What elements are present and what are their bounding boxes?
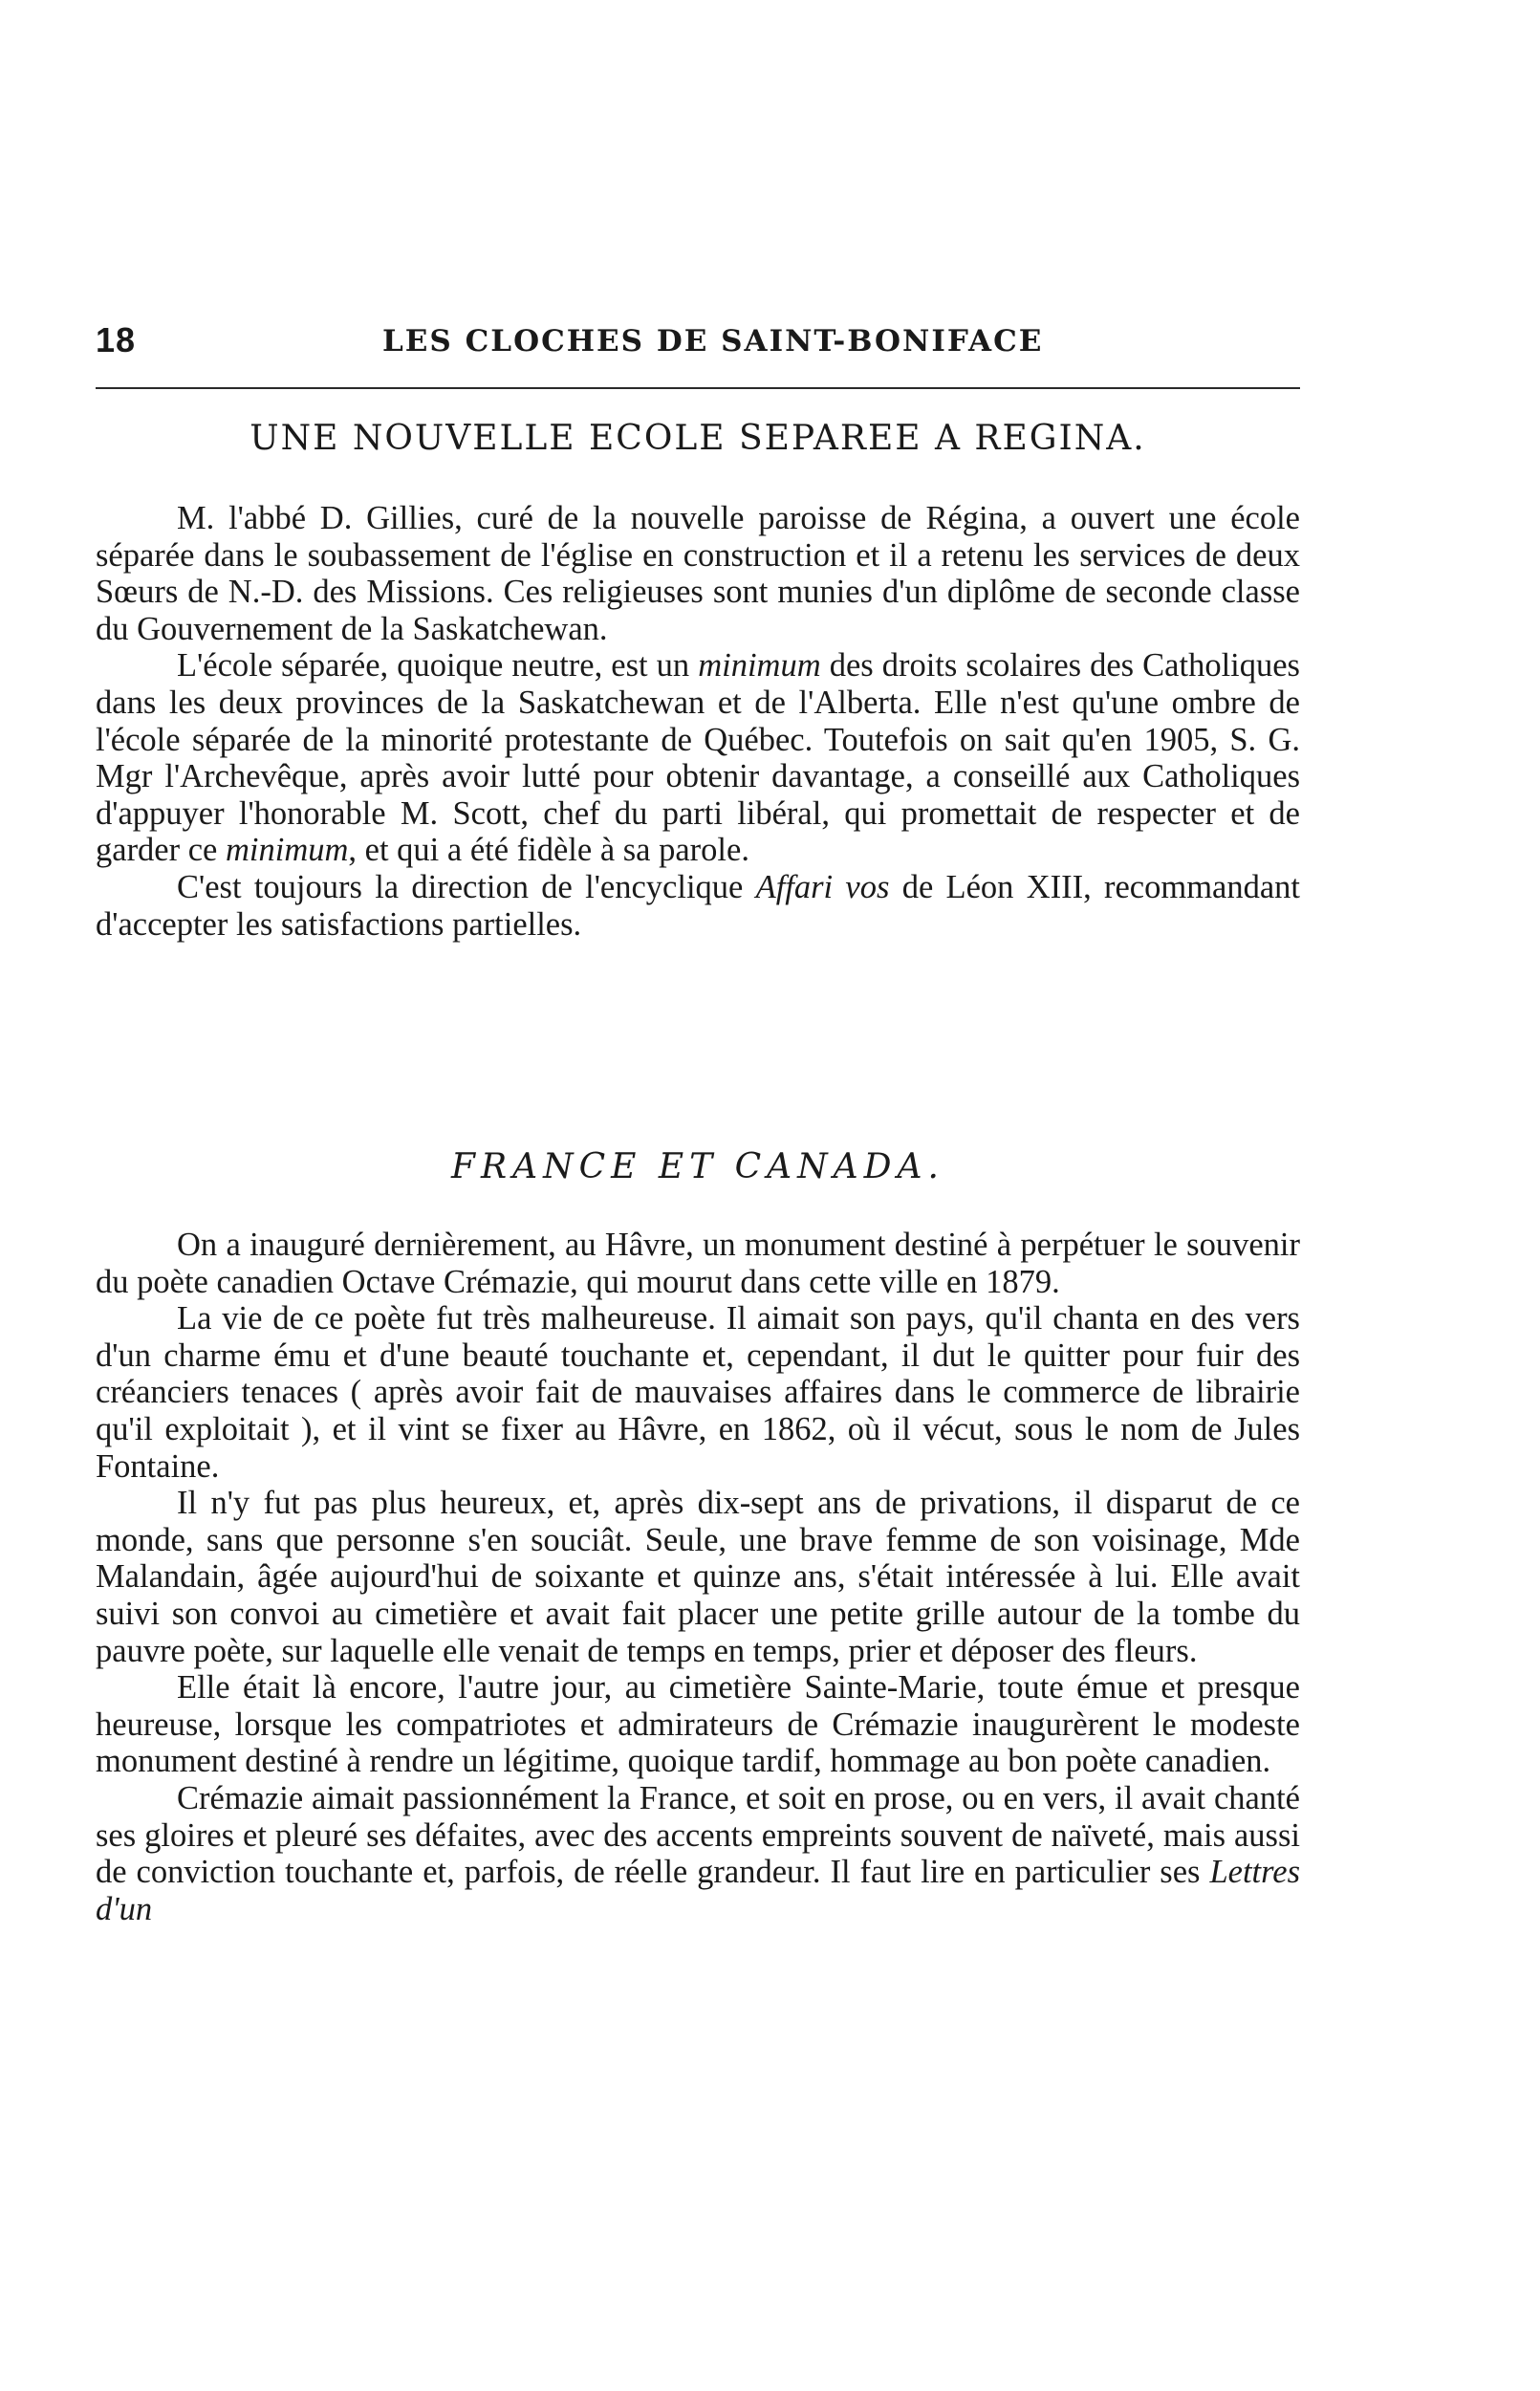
paragraph-text: C'est toujours la direction de l'encyclique — [177, 868, 756, 905]
paragraph-text: des droits scolaires des Catholiques dans les deux provinces de la Saskatchewan et de l'Alberta. Elle n'est qu'une ombre de l'école séparée de la minorité protestante de Québec. Toutefois on sait qu'en 1905, S. G. Mgr l'Archevêque, après avoir lutté pour obtenir davantage, a conseillé aux Catholiques d'appuyer l'honorable M. Scott, chef du parti libéral, qui promettait de respecter et de garder ce — [96, 647, 1300, 869]
paragraph — [96, 500, 1300, 647]
header-rule — [96, 387, 1300, 389]
paragraph-text: , et qui a été fidèle à sa parole. — [348, 832, 749, 869]
italic-term: minimum — [225, 832, 349, 869]
paragraph-text: L'école séparée, quoique neutre, est un — [177, 647, 699, 685]
paragraph — [96, 1780, 1300, 1927]
paragraph — [96, 1485, 1300, 1669]
paragraph-text: On a inauguré dernièrement, au Hâvre, un monument destiné à perpétuer le souvenir du poète canadien Octave Crémazie, qui mourut dans cette ville en 1879. — [96, 1227, 1300, 1300]
paragraph-text: Il n'y fut pas plus heureux, et, après dix-sept ans de privations, il disparut de ce monde, sans que personne s'en souciât. Seule, une brave femme de son voisinage, Mde Malandain, âgée aujourd'hui de soixante et quinze ans, s'était intéressée à lui. Elle avait suivi son convoi au cimetière et avait fait placer une petite grille autour de la tombe du pauvre poète, sur laquelle elle venait de temps en temps, prier et déposer des fleurs. — [96, 1485, 1300, 1669]
paragraph-text: de Léon XIII, recommandant d'accepter les satisfactions partielles. — [96, 868, 1300, 943]
paragraph — [96, 647, 1300, 869]
italic-term: minimum — [698, 647, 821, 685]
section-title-regina: UNE NOUVELLE ECOLE SEPAREE A REGINA. — [249, 419, 1146, 458]
italic-term: Affari vos — [755, 868, 890, 905]
paragraph-text: La vie de ce poète fut très malheureuse. Il aimait son pays, qu'il chanta en des vers d'un charme ému et d'une beauté touchante et, cependant, il dut le quitter pour fuir des créanciers tenaces ( après avoir fait de mauvaises affaires dans le commerce de librairie qu'il exploitait ), et il vint se fixer au Hâvre, en 1862, où il vécut, sous le nom de Jules Fontaine. — [96, 1300, 1300, 1485]
page-number: 18 — [96, 320, 137, 359]
running-head — [96, 320, 1300, 368]
paragraph-text: Crémazie aimait passionnément la France, et soit en prose, ou en vers, il avait chanté ses gloires et pleuré ses défaites, avec des accents empreints souvent de naïveté, mais aussi de conviction touchante et, parfois, de réelle grandeur. Il faut lire en particulier ses — [96, 1779, 1300, 1891]
italic-term: Lettres d'un — [96, 1854, 1300, 1927]
paragraph — [96, 869, 1300, 943]
section-title-france-canada: FRANCE ET CANADA. — [451, 1147, 944, 1186]
section-body-france-canada — [96, 1227, 1300, 1927]
paragraph — [96, 1300, 1300, 1485]
paragraph — [96, 1669, 1300, 1780]
paragraph-text: Elle était là encore, l'autre jour, au cimetière Sainte-Marie, toute émue et presque heureuse, lorsque les compatriotes et admirateurs de Crémazie inaugurèrent le modeste monument destiné à rendre un légitime, quoique tardif, hommage au bon poète canadien. — [96, 1669, 1300, 1780]
section-body-regina — [96, 500, 1300, 943]
paragraph — [96, 1227, 1300, 1300]
running-head-title: LES CLOCHES DE SAINT-BONIFACE — [382, 324, 1044, 359]
paragraph-text: M. l'abbé D. Gillies, curé de la nouvelle paroisse de Régina, a ouvert une école séparée dans le soubassement de l'église en construction et il a retenu les services de deux Sœurs de N.-D. des Missions. Ces religieuses sont munies d'un diplôme de seconde classe du Gouvernement de la Saskatchewan. — [96, 500, 1300, 647]
